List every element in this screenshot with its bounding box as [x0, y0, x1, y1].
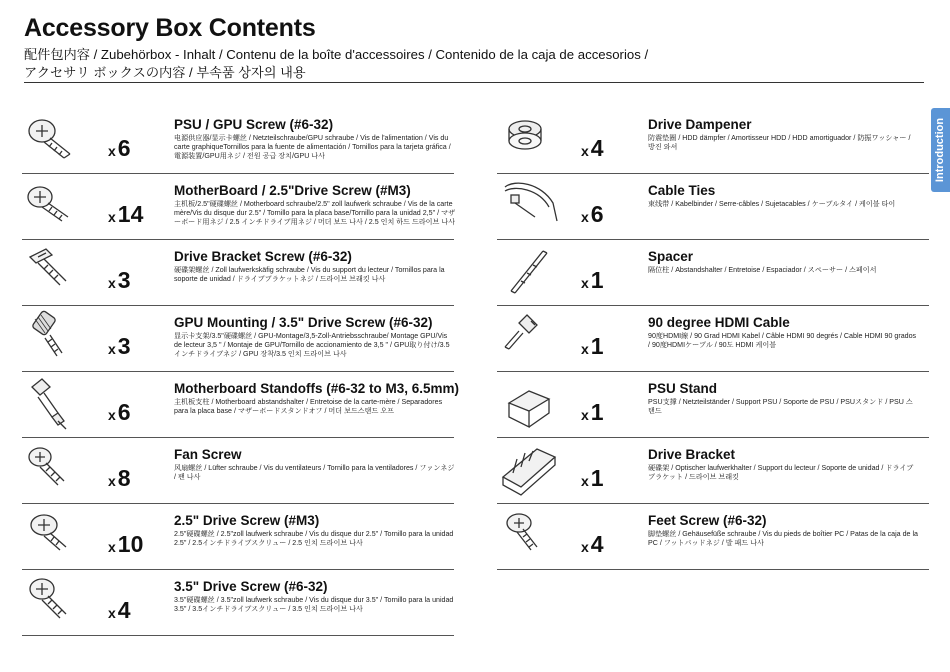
list-item-3-5-drive-screw [22, 569, 454, 636]
item-description: 2.5"硬碟螺丝 / 2.5"zoll laufwerk schraube / Vis du disque dur 2.5" / Tornillo para la unidad 2.5" / 2.5インチドライブスクリュー / 2.5 인치 드라이브 나사 [174, 530, 454, 548]
page-subtitle-line1: 配件包内容 / Zubehörbox - Inhalt / Contenu de la boîte d'accessoires / Contenido de la caja de accesorios / [24, 47, 649, 62]
header-divider [24, 82, 924, 83]
list-item-hdmi-cable [497, 305, 929, 372]
page-subtitle-line2: アクセサリ ボックスの内容 / 부속품 상자의 내용 [24, 65, 306, 80]
item-name: 90 degree HDMI Cable [648, 315, 790, 330]
item-description: 隔位柱 / Abstandshalter / Entretoise / Espaciador / スペーサー / 스페이서 [648, 266, 877, 274]
item-quantity: x6 [581, 201, 604, 227]
list-item-feet-screw [497, 503, 929, 570]
item-description: 束线带 / Kabelbinder / Serre-câbles / Sujetacables / ケーブルタイ / 케이블 타이 [648, 200, 896, 208]
list-item-psu-stand [497, 371, 929, 438]
item-description: 主机板支柱 / Motherboard abstandshalter / Entretoise de la carte-mère / Separadores para la placa base / マザーボードスタンドオフ / 머더 보드스탠드 오프 [174, 398, 443, 416]
item-quantity: x14 [108, 201, 144, 227]
item-name: Spacer [648, 249, 694, 264]
list-item-psu-gpu-screw [22, 107, 454, 174]
item-quantity: x1 [581, 267, 604, 293]
item-description: 显示卡支架/3.5"硬碟螺丝 / GPU-Montage/3,5-Zoll-Antriebsschraube/ Montage GPU/Vis de lecteur 3,5 " / Montaje de GPU/Tornillo de accionamiento de 3,5 " / GPU取り付け/3.5インチドライブネジ / GPU 장착/3.5 인치 드라이브 나사 [174, 332, 450, 359]
item-name: Fan Screw [174, 447, 242, 462]
hdmi-cable-icon [497, 309, 561, 365]
item-description: 硬碟架螺丝 / Zoll laufwerkskäfig schraube / Vis du support du lecteur / Tornillos para la soporte de unidad / ドライブブラケットネジ / 드라이브 브래킷 나사 [174, 266, 445, 284]
item-quantity: x6 [108, 135, 131, 161]
item-name: Drive Bracket [648, 447, 736, 462]
item-quantity: x4 [108, 597, 131, 623]
item-name: GPU Mounting / 3.5" Drive Screw (#6-32) [174, 315, 433, 330]
screw-icon [22, 507, 86, 563]
item-quantity: x8 [108, 465, 131, 491]
spacer-icon [497, 243, 561, 299]
item-name: PSU Stand [648, 381, 718, 396]
standoff-icon [22, 375, 86, 431]
item-quantity: x10 [108, 531, 144, 557]
list-item-cable-ties [497, 173, 929, 240]
item-description: 硬碟架 / Optischer laufwerkhalter / Support du lecteur / Soporte de unidad / ドライブブラケット / 드라이브 브래킷 [648, 464, 914, 482]
flat-head-screw-icon [22, 243, 86, 299]
grommet-icon [497, 111, 561, 167]
screw-icon [22, 177, 86, 233]
item-description: 脚垫螺丝 / Gehäusefüße schraube / Vis du pieds de boîtier PC / Patas de la caja de la PC / フットパッドネジ / 발 패드 나사 [648, 530, 918, 548]
drive-bracket-icon [497, 441, 561, 497]
fan-screw-icon [22, 441, 86, 497]
item-description: 3.5"硬碟螺丝 / 3.5"zoll laufwerk schraube / Vis du disque dur 3.5" / Tornillo para la unidad 3.5" / 3.5インチドライブスクリュー / 3.5 인치 드라이브 나사 [174, 596, 454, 614]
introduction-tab[interactable] [931, 108, 950, 192]
item-quantity: x3 [108, 267, 131, 293]
thumb-screw-icon [22, 309, 86, 365]
item-quantity: x4 [581, 135, 604, 161]
page-title: Accessory Box Contents [24, 14, 316, 42]
list-item-motherboard-drive-screw [22, 173, 454, 240]
introduction-tab-label: Introduction [934, 117, 947, 183]
item-description: 电源供应器/显示卡螺丝 / Netzteilschraube/GPU schraube / Vis de l'alimentation / Vis du carte graphiqueTornillos para la fuente de alimentación / Tornillos para la tarjeta gráfica / 電源装置/GPU用ネジ / 전원 공급 장치/GPU 나사 [174, 134, 451, 161]
item-name: Cable Ties [648, 183, 716, 198]
feet-screw-icon [497, 507, 561, 563]
item-description: 风扇螺丝 / Lüfter schraube / Vis du ventilateurs / Tornillo para la ventiladores / ファンネジ / 팬 나사 [174, 464, 455, 482]
cable-tie-icon [497, 177, 561, 233]
item-quantity: x4 [581, 531, 604, 557]
psu-stand-icon [497, 375, 561, 431]
item-description: PSU支撑 / Netzteilständer / Support PSU / Soporte de PSU / PSUスタンド / PSU 스탠드 [648, 398, 913, 416]
item-name: Motherboard Standoffs (#6-32 to M3, 6.5mm) [174, 381, 460, 396]
list-item-drive-bracket-screw [22, 239, 454, 306]
left-item-list [22, 107, 460, 635]
list-item-motherboard-standoffs [22, 371, 460, 438]
item-description: 90度HDMI線 / 90 Grad HDMI Kabel / Câble HDMI 90 degrés / Cable HDMI 90 grados / 90度HDMIケーブル / 90도 HDMI 케이블 [648, 332, 917, 350]
item-name: 3.5" Drive Screw (#6-32) [174, 579, 328, 594]
item-name: Feet Screw (#6-32) [648, 513, 767, 528]
item-quantity: x3 [108, 333, 131, 359]
item-name: PSU / GPU Screw (#6-32) [174, 117, 334, 132]
right-item-list [497, 107, 929, 569]
list-item-fan-screw [22, 437, 454, 504]
item-quantity: x1 [581, 465, 604, 491]
list-item-gpu-mounting-screw [22, 305, 454, 372]
item-quantity: x1 [581, 333, 604, 359]
item-quantity: x6 [108, 399, 131, 425]
item-description: 防震垫圈 / HDD dämpfer / Amortisseur HDD / HDD amortiguador / 防振ワッシャー / 방진 와셔 [648, 134, 911, 152]
list-item-drive-dampener [497, 107, 929, 174]
item-name: Drive Dampener [648, 117, 752, 132]
item-quantity: x1 [581, 399, 604, 425]
item-name: Drive Bracket Screw (#6-32) [174, 249, 352, 264]
list-item-2-5-drive-screw [22, 503, 454, 570]
item-name: 2.5" Drive Screw (#M3) [174, 513, 320, 528]
screw-icon [22, 111, 86, 167]
list-item-spacer [497, 239, 929, 306]
list-item-drive-bracket [497, 437, 929, 504]
item-description: 主机板/2.5"硬碟螺丝 / Motherboard schraube/2.5" zoll laufwerk schraube / Vis de la carte mère/Vis du disque dur 2.5" / Tornillo para la placa base/Tornillo para la unidad 2,5" / マザーボード用ネジ / 2.5 インチドライブ用ネジ / 머더 보드 나사 / 2.5 인치 하드 드라이브 나사 [174, 200, 456, 227]
item-name: MotherBoard / 2.5"Drive Screw (#M3) [174, 183, 411, 198]
screw-icon [22, 573, 86, 629]
